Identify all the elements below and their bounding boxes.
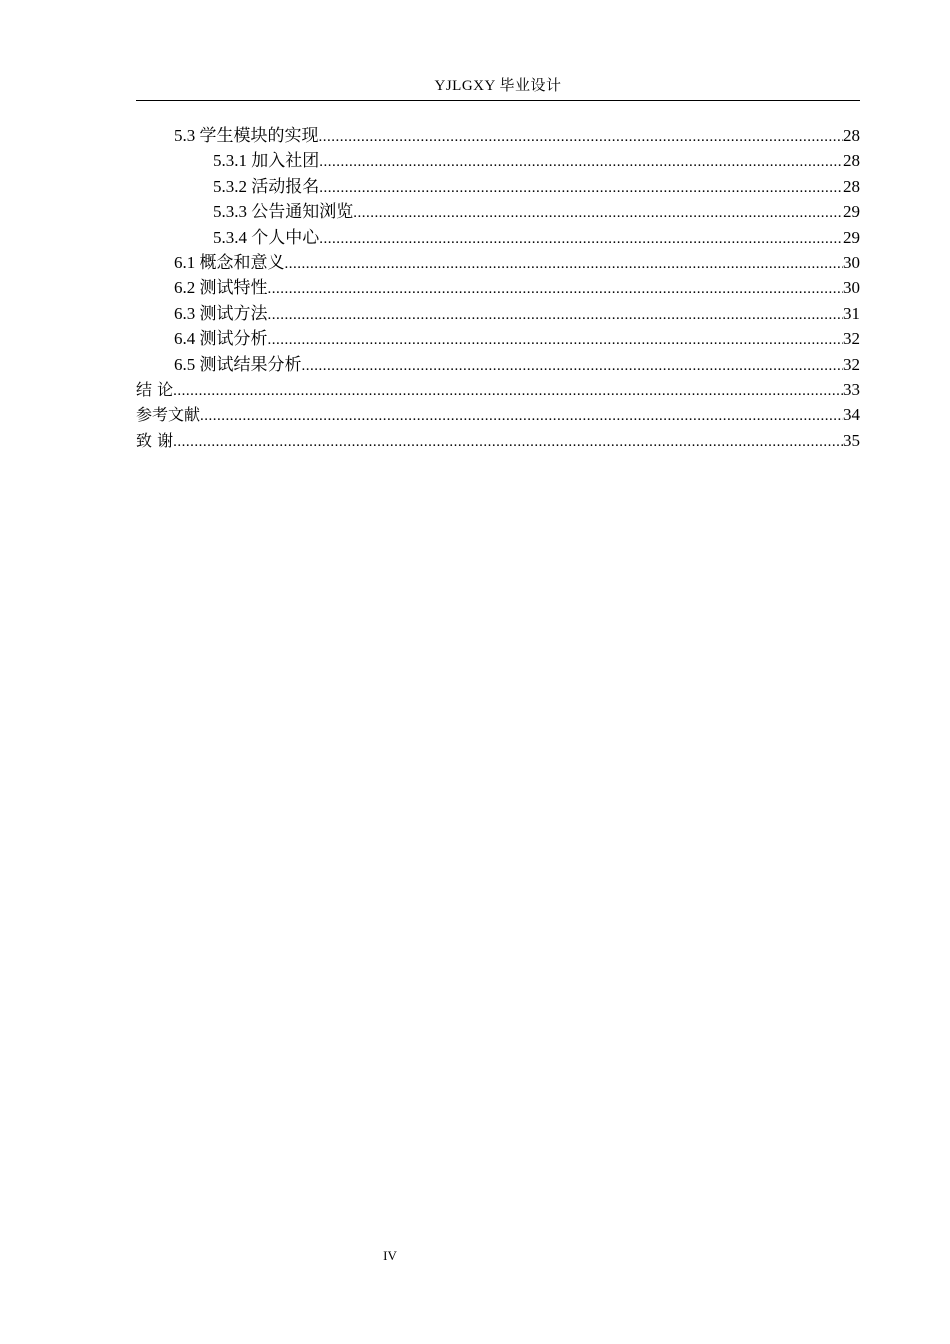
toc-entry[interactable] [136, 148, 860, 173]
toc-entry-page-number: 28 [843, 151, 860, 171]
toc-entry-page-number: 29 [843, 202, 860, 222]
toc-entry-title: 结 论 [136, 379, 174, 399]
toc-entry-title: 5.3.1 加入社团 [213, 151, 320, 171]
toc-entry-page-number: 30 [843, 278, 860, 298]
toc-dot-leader [268, 328, 844, 353]
toc-entry-page-number: 28 [843, 126, 860, 145]
toc-entry[interactable] [136, 428, 860, 453]
toc-dot-leader [173, 379, 843, 404]
toc-dot-leader [319, 150, 843, 175]
toc-entry[interactable] [136, 301, 860, 326]
toc-entry-title: 参考文献 [136, 405, 201, 425]
toc-entry-title: 5.3.2 活动报名 [213, 176, 320, 196]
toc-entry-page-number: 35 [843, 430, 860, 450]
toc-entry-title: 6.5 测试结果分析 [174, 354, 302, 374]
toc-entry-title: 5.3 学生模块的实现 [174, 126, 319, 145]
toc-dot-leader [200, 404, 843, 429]
toc-entry-title: 致 谢 [136, 430, 174, 450]
toc-entry[interactable] [136, 326, 860, 351]
toc-dot-leader [285, 252, 844, 277]
toc-entry-title: 6.3 测试方法 [174, 303, 268, 323]
toc-entry[interactable] [136, 402, 860, 427]
toc-dot-leader [268, 277, 844, 302]
table-of-contents [136, 123, 860, 453]
toc-entry[interactable] [136, 123, 860, 148]
toc-dot-leader [353, 201, 843, 226]
toc-entry-page-number: 30 [843, 252, 860, 272]
page-header-title: YJLGXY 毕业设计 [434, 78, 562, 94]
toc-entry-page-number: 33 [843, 379, 860, 399]
toc-entry-title: 6.2 测试特性 [174, 278, 268, 298]
toc-entry-title: 6.1 概念和意义 [174, 252, 285, 272]
toc-entry-page-number: 31 [843, 303, 860, 323]
toc-entry-page-number: 29 [843, 227, 860, 247]
header-rule [136, 100, 860, 101]
toc-entry[interactable] [136, 174, 860, 199]
toc-entry-page-number: 32 [843, 329, 860, 349]
toc-entry[interactable] [136, 377, 860, 402]
toc-entry-title: 6.4 测试分析 [174, 329, 268, 349]
toc-dot-leader [319, 125, 844, 150]
toc-entry[interactable] [136, 352, 860, 377]
toc-dot-leader [268, 303, 844, 328]
toc-entry-page-number: 28 [843, 176, 860, 196]
toc-entry-title: 5.3.4 个人中心 [213, 227, 320, 247]
toc-entry[interactable] [136, 250, 860, 275]
toc-entry-page-number: 34 [843, 405, 860, 425]
toc-entry[interactable] [136, 225, 860, 250]
toc-entry[interactable] [136, 199, 860, 224]
toc-dot-leader [173, 430, 843, 455]
toc-dot-leader [319, 227, 843, 252]
toc-dot-leader [302, 354, 844, 379]
toc-entry-page-number: 32 [843, 354, 860, 374]
toc-dot-leader [319, 176, 843, 201]
page-number: IV [383, 1248, 397, 1263]
toc-entry-title: 5.3.3 公告通知浏览 [213, 202, 354, 222]
toc-entry[interactable] [136, 275, 860, 300]
